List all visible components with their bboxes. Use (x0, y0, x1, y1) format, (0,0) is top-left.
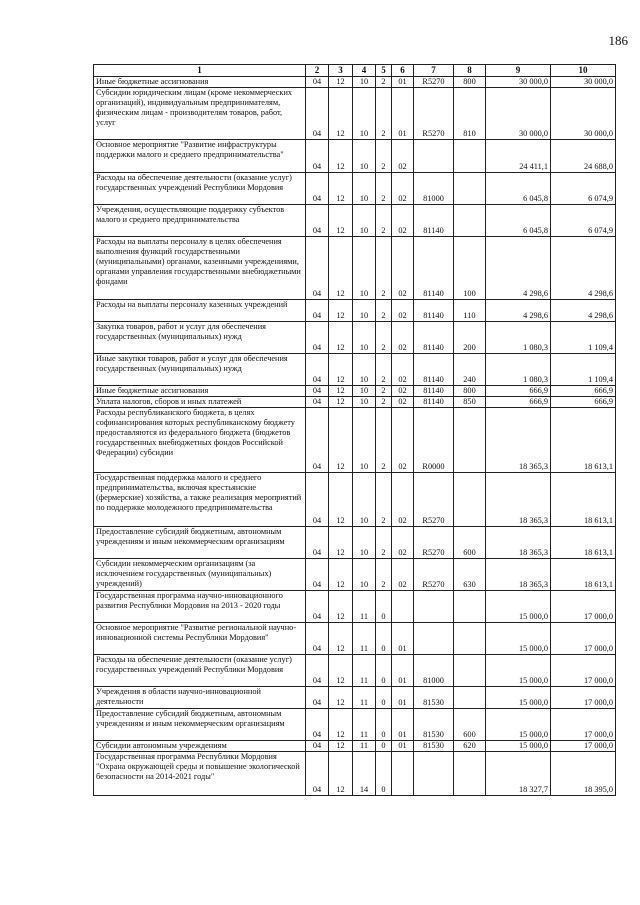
row-name: Субсидии некоммерческим организациям (за исключением государственных (муниципальных) учреждений) (94, 558, 306, 590)
direction-code: R5270 (414, 526, 454, 558)
section-code: 04 (306, 472, 329, 526)
measure-code: 02 (392, 321, 414, 353)
direction-code (414, 139, 454, 172)
table-row (94, 236, 616, 299)
program-code: 10 (353, 87, 376, 139)
subprogram-code: 0 (376, 751, 392, 795)
subsection-code: 12 (329, 139, 353, 172)
measure-code: 02 (392, 385, 414, 396)
measure-code: 02 (392, 236, 414, 299)
program-code: 14 (353, 751, 376, 795)
subprogram-code: 2 (376, 204, 392, 236)
amount-year-1: 18 365,3 (486, 526, 551, 558)
program-code: 10 (353, 76, 376, 87)
header-row (94, 65, 616, 77)
measure-code (392, 751, 414, 795)
row-name: Иные закупки товаров, работ и услуг для обеспечения государственных (муниципальных) нужд (94, 353, 306, 385)
amount-year-1: 18 365,3 (486, 407, 551, 472)
section-code: 04 (306, 172, 329, 204)
expense-type-code (454, 686, 486, 708)
section-code: 04 (306, 236, 329, 299)
table-row (94, 708, 616, 740)
amount-year-1: 18 365,3 (486, 472, 551, 526)
column-header: 6 (392, 65, 414, 77)
table-row (94, 321, 616, 353)
amount-year-1: 15 000,0 (486, 708, 551, 740)
subprogram-code: 0 (376, 654, 392, 686)
amount-year-2: 18 613,1 (551, 407, 616, 472)
direction-code: 81530 (414, 686, 454, 708)
expense-type-code: 240 (454, 353, 486, 385)
row-name: Иные бюджетные ассигнования (94, 76, 306, 87)
program-code: 10 (353, 321, 376, 353)
amount-year-2: 17 000,0 (551, 740, 616, 751)
section-code: 04 (306, 526, 329, 558)
measure-code: 02 (392, 204, 414, 236)
column-header: 10 (551, 65, 616, 77)
amount-year-1: 30 000,0 (486, 87, 551, 139)
column-header: 2 (306, 65, 329, 77)
column-header: 4 (353, 65, 376, 77)
row-name: Расходы на обеспечение деятельности (оказание услуг) государственных учреждений Республики Мордовия (94, 172, 306, 204)
program-code: 11 (353, 590, 376, 622)
amount-year-2: 17 000,0 (551, 622, 616, 654)
table-row (94, 353, 616, 385)
direction-code (414, 590, 454, 622)
amount-year-1: 4 298,6 (486, 236, 551, 299)
subsection-code: 12 (329, 321, 353, 353)
measure-code: 01 (392, 622, 414, 654)
amount-year-1: 15 000,0 (486, 740, 551, 751)
direction-code (414, 751, 454, 795)
expense-type-code: 110 (454, 299, 486, 321)
row-name: Государственная программа Республики Мордовия "Охрана окружающей среды и повышение экологической безопасности на 2014-2021 годы" (94, 751, 306, 795)
expense-type-code (454, 472, 486, 526)
row-name: Расходы республиканского бюджета, в целях софинансирования которых республиканскому бюджету предоставляются из федерального бюджета (бюджетов государственных внебюджетных фондов Российской Федерации) субсидии (94, 407, 306, 472)
expense-type-code: 800 (454, 76, 486, 87)
page-number: 186 (608, 33, 628, 48)
amount-year-2: 4 298,6 (551, 236, 616, 299)
amount-year-2: 1 109,4 (551, 353, 616, 385)
amount-year-1: 15 000,0 (486, 654, 551, 686)
amount-year-2: 18 613,1 (551, 526, 616, 558)
subsection-code: 12 (329, 407, 353, 472)
subsection-code: 12 (329, 353, 353, 385)
section-code: 04 (306, 396, 329, 407)
table-row (94, 396, 616, 407)
section-code: 04 (306, 558, 329, 590)
table-row (94, 204, 616, 236)
row-name: Расходы на выплаты персоналу в целях обеспечения выполнения функций государственными (муниципальными) органами, казенными учреждениями, органами управления государственными внебюджетными фондами (94, 236, 306, 299)
subprogram-code: 2 (376, 139, 392, 172)
program-code: 11 (353, 654, 376, 686)
section-code: 04 (306, 740, 329, 751)
program-code: 10 (353, 526, 376, 558)
amount-year-1: 18 327,7 (486, 751, 551, 795)
direction-code: 81140 (414, 204, 454, 236)
subsection-code: 12 (329, 204, 353, 236)
expense-type-code (454, 172, 486, 204)
amount-year-2: 6 074,9 (551, 204, 616, 236)
amount-year-1: 15 000,0 (486, 590, 551, 622)
program-code: 10 (353, 139, 376, 172)
measure-code: 01 (392, 76, 414, 87)
subsection-code: 12 (329, 396, 353, 407)
row-name: Расходы на выплаты персоналу казенных учреждений (94, 299, 306, 321)
program-code: 10 (353, 385, 376, 396)
subsection-code: 12 (329, 686, 353, 708)
program-code: 10 (353, 299, 376, 321)
subsection-code: 12 (329, 526, 353, 558)
section-code: 04 (306, 686, 329, 708)
amount-year-1: 1 080,3 (486, 321, 551, 353)
budget-table (93, 64, 616, 796)
row-name: Расходы на обеспечение деятельности (оказание услуг) государственных учреждений Республики Мордовия (94, 654, 306, 686)
column-header: 7 (414, 65, 454, 77)
subprogram-code: 2 (376, 76, 392, 87)
amount-year-2: 24 688,0 (551, 139, 616, 172)
row-name: Предоставление субсидий бюджетным, автономным учреждениям и иным некоммерческим организациям (94, 708, 306, 740)
amount-year-2: 4 298,6 (551, 299, 616, 321)
program-code: 10 (353, 396, 376, 407)
direction-code: R5270 (414, 558, 454, 590)
direction-code: 81140 (414, 299, 454, 321)
direction-code: 81530 (414, 740, 454, 751)
amount-year-1: 15 000,0 (486, 622, 551, 654)
subsection-code: 12 (329, 87, 353, 139)
subprogram-code: 0 (376, 708, 392, 740)
amount-year-2: 30 000,0 (551, 76, 616, 87)
subprogram-code: 2 (376, 353, 392, 385)
section-code: 04 (306, 353, 329, 385)
table-row (94, 139, 616, 172)
measure-code: 02 (392, 299, 414, 321)
section-code: 04 (306, 751, 329, 795)
direction-code: 81140 (414, 385, 454, 396)
amount-year-1: 666,9 (486, 396, 551, 407)
table-row (94, 76, 616, 87)
table-row (94, 622, 616, 654)
expense-type-code (454, 407, 486, 472)
direction-code: 81140 (414, 353, 454, 385)
section-code: 04 (306, 622, 329, 654)
expense-type-code: 810 (454, 87, 486, 139)
section-code: 04 (306, 590, 329, 622)
program-code: 10 (353, 353, 376, 385)
direction-code (414, 622, 454, 654)
table-row (94, 740, 616, 751)
column-header: 3 (329, 65, 353, 77)
measure-code: 01 (392, 708, 414, 740)
program-code: 10 (353, 558, 376, 590)
row-name: Основное мероприятие "Развитие региональной научно-инновационной системы Республики Мордовия" (94, 622, 306, 654)
subprogram-code: 2 (376, 526, 392, 558)
column-header: 1 (94, 65, 306, 77)
section-code: 04 (306, 407, 329, 472)
table-row (94, 299, 616, 321)
subprogram-code: 0 (376, 622, 392, 654)
direction-code: R5270 (414, 87, 454, 139)
expense-type-code: 200 (454, 321, 486, 353)
table-row (94, 751, 616, 795)
table-row (94, 654, 616, 686)
row-name: Субсидии юридическим лицам (кроме некоммерческих организаций), индивидуальным предпринимателям, физическим лицам - производителям товаров, работ, услуг (94, 87, 306, 139)
section-code: 04 (306, 76, 329, 87)
direction-code: 81140 (414, 396, 454, 407)
section-code: 04 (306, 654, 329, 686)
program-code: 11 (353, 622, 376, 654)
subsection-code: 12 (329, 654, 353, 686)
expense-type-code: 100 (454, 236, 486, 299)
subsection-code: 12 (329, 385, 353, 396)
expense-type-code: 800 (454, 385, 486, 396)
measure-code: 02 (392, 526, 414, 558)
direction-code: R5270 (414, 472, 454, 526)
expense-type-code (454, 622, 486, 654)
subprogram-code: 0 (376, 590, 392, 622)
measure-code: 02 (392, 407, 414, 472)
expense-type-code (454, 139, 486, 172)
table-row (94, 686, 616, 708)
measure-code: 02 (392, 139, 414, 172)
subsection-code: 12 (329, 76, 353, 87)
row-name: Закупка товаров, работ и услуг для обеспечения государственных (муниципальных) нужд (94, 321, 306, 353)
measure-code: 02 (392, 396, 414, 407)
direction-code: 81140 (414, 321, 454, 353)
program-code: 10 (353, 172, 376, 204)
amount-year-1: 6 045,8 (486, 204, 551, 236)
amount-year-1: 24 411,1 (486, 139, 551, 172)
expense-type-code: 620 (454, 740, 486, 751)
row-name: Учреждения, осуществляющие поддержку субъектов малого и среднего предпринимательства (94, 204, 306, 236)
section-code: 04 (306, 299, 329, 321)
subsection-code: 12 (329, 236, 353, 299)
expense-type-code: 630 (454, 558, 486, 590)
amount-year-1: 1 080,3 (486, 353, 551, 385)
row-name: Уплата налогов, сборов и иных платежей (94, 396, 306, 407)
amount-year-2: 6 074,9 (551, 172, 616, 204)
section-code: 04 (306, 321, 329, 353)
measure-code: 01 (392, 740, 414, 751)
expense-type-code (454, 590, 486, 622)
table-row (94, 590, 616, 622)
row-name: Основное мероприятие "Развитие инфраструктуры поддержки малого и среднего предпринимательства" (94, 139, 306, 172)
subprogram-code: 2 (376, 87, 392, 139)
expense-type-code (454, 654, 486, 686)
program-code: 10 (353, 407, 376, 472)
direction-code: R5270 (414, 76, 454, 87)
section-code: 04 (306, 385, 329, 396)
section-code: 04 (306, 87, 329, 139)
section-code: 04 (306, 204, 329, 236)
measure-code: 01 (392, 686, 414, 708)
program-code: 10 (353, 236, 376, 299)
direction-code: 81530 (414, 708, 454, 740)
subprogram-code: 2 (376, 321, 392, 353)
program-code: 10 (353, 204, 376, 236)
direction-code: 81000 (414, 172, 454, 204)
amount-year-1: 15 000,0 (486, 686, 551, 708)
subsection-code: 12 (329, 299, 353, 321)
amount-year-2: 666,9 (551, 396, 616, 407)
expense-type-code (454, 204, 486, 236)
expense-type-code (454, 751, 486, 795)
program-code: 11 (353, 740, 376, 751)
table-row (94, 87, 616, 139)
measure-code: 01 (392, 87, 414, 139)
program-code: 11 (353, 708, 376, 740)
subsection-code: 12 (329, 172, 353, 204)
amount-year-2: 17 000,0 (551, 708, 616, 740)
subsection-code: 12 (329, 708, 353, 740)
subsection-code: 12 (329, 740, 353, 751)
subprogram-code: 0 (376, 740, 392, 751)
amount-year-1: 30 000,0 (486, 76, 551, 87)
measure-code: 02 (392, 472, 414, 526)
subprogram-code: 2 (376, 236, 392, 299)
subsection-code: 12 (329, 472, 353, 526)
direction-code: 81140 (414, 236, 454, 299)
subprogram-code: 2 (376, 172, 392, 204)
row-name: Государственная программа научно-инновационного развития Республики Мордовия на 2013 - 2020 годы (94, 590, 306, 622)
measure-code: 02 (392, 558, 414, 590)
amount-year-2: 18 613,1 (551, 558, 616, 590)
amount-year-2: 18 395,0 (551, 751, 616, 795)
amount-year-1: 6 045,8 (486, 172, 551, 204)
amount-year-2: 666,9 (551, 385, 616, 396)
table-body (94, 76, 616, 795)
section-code: 04 (306, 139, 329, 172)
amount-year-1: 666,9 (486, 385, 551, 396)
row-name: Иные бюджетные ассигнования (94, 385, 306, 396)
amount-year-2: 17 000,0 (551, 654, 616, 686)
table-row (94, 558, 616, 590)
subprogram-code: 2 (376, 558, 392, 590)
expense-type-code: 850 (454, 396, 486, 407)
amount-year-1: 4 298,6 (486, 299, 551, 321)
column-header: 5 (376, 65, 392, 77)
row-name: Субсидии автономным учреждениям (94, 740, 306, 751)
subsection-code: 12 (329, 622, 353, 654)
subsection-code: 12 (329, 558, 353, 590)
section-code: 04 (306, 708, 329, 740)
subprogram-code: 2 (376, 299, 392, 321)
expense-type-code: 600 (454, 708, 486, 740)
measure-code: 02 (392, 353, 414, 385)
subprogram-code: 0 (376, 686, 392, 708)
column-header: 8 (454, 65, 486, 77)
subsection-code: 12 (329, 590, 353, 622)
program-code: 10 (353, 472, 376, 526)
direction-code: R0000 (414, 407, 454, 472)
amount-year-2: 17 000,0 (551, 686, 616, 708)
amount-year-1: 18 365,3 (486, 558, 551, 590)
row-name: Государственная поддержка малого и среднего предпринимательства, включая крестьянские (фермерские) хозяйства, а также реализация мероприятий по поддержке молодежного предпринимательства (94, 472, 306, 526)
direction-code: 81000 (414, 654, 454, 686)
measure-code: 01 (392, 654, 414, 686)
row-name: Учреждения в области научно-инновационной деятельности (94, 686, 306, 708)
subprogram-code: 2 (376, 396, 392, 407)
column-header: 9 (486, 65, 551, 77)
subsection-code: 12 (329, 751, 353, 795)
table-row (94, 407, 616, 472)
table-row (94, 472, 616, 526)
amount-year-2: 18 613,1 (551, 472, 616, 526)
measure-code (392, 590, 414, 622)
subprogram-code: 2 (376, 407, 392, 472)
measure-code: 02 (392, 172, 414, 204)
expense-type-code: 600 (454, 526, 486, 558)
table-row (94, 172, 616, 204)
program-code: 11 (353, 686, 376, 708)
table-row (94, 526, 616, 558)
amount-year-2: 1 109,4 (551, 321, 616, 353)
subprogram-code: 2 (376, 472, 392, 526)
table-row (94, 385, 616, 396)
amount-year-2: 30 000,0 (551, 87, 616, 139)
row-name: Предоставление субсидий бюджетным, автономным учреждениям и иным некоммерческим организациям (94, 526, 306, 558)
subprogram-code: 2 (376, 385, 392, 396)
amount-year-2: 17 000,0 (551, 590, 616, 622)
